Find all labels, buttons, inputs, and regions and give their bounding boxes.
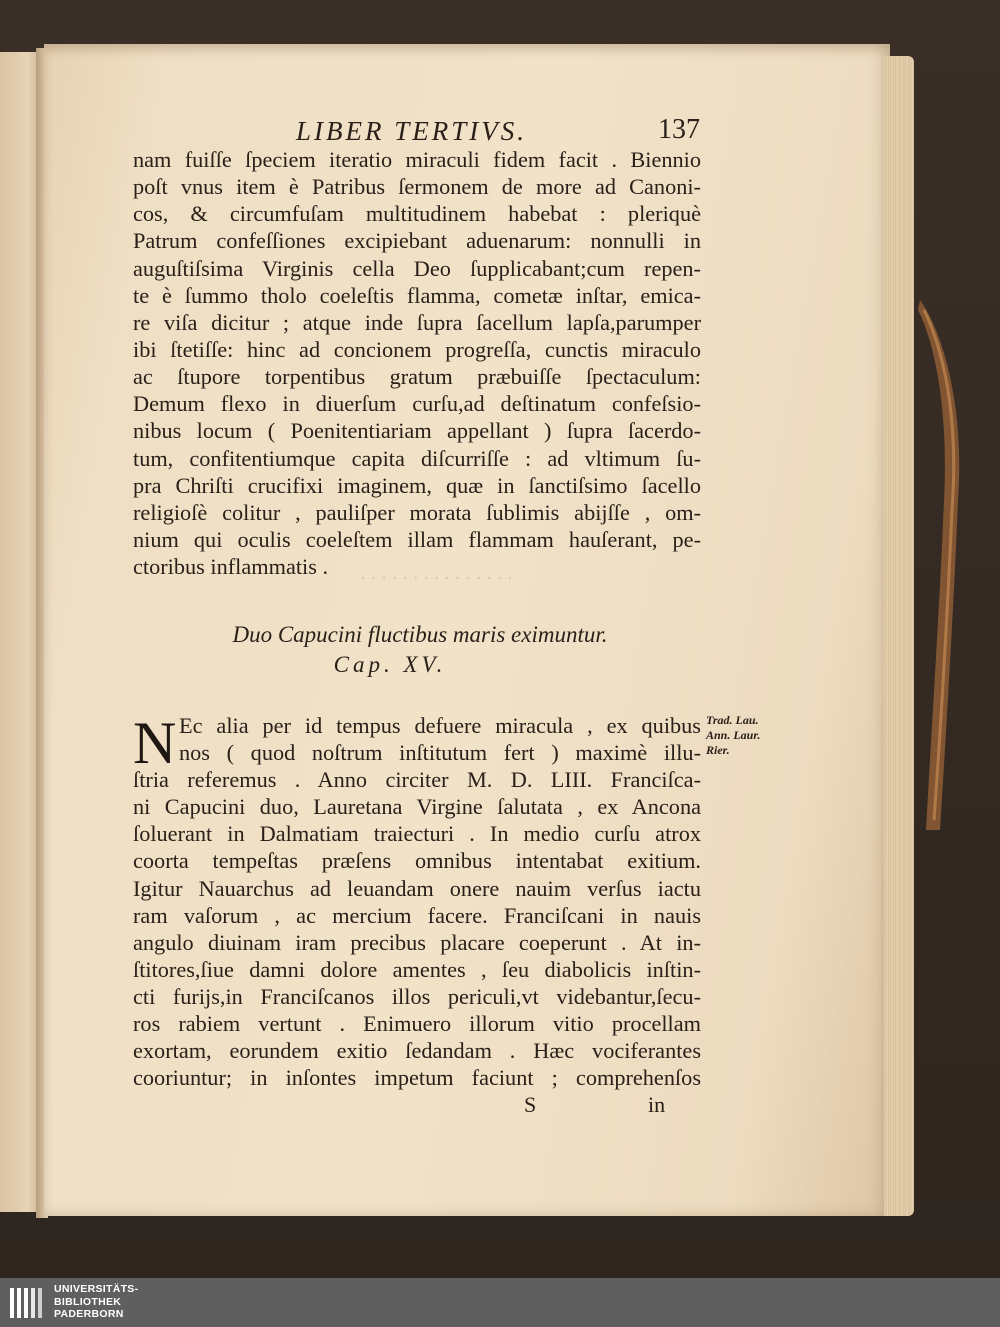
text-line: ctoribus inflammatis . (133, 554, 329, 580)
text-line: nium qui oculis coeleſtem illam flammam hauſerant, pe- (133, 526, 701, 552)
text-line: Demum flexo in diuerſum curſu,ad deſtinatum confeſsio- (133, 391, 701, 417)
page-header (290, 116, 700, 150)
text-line: poſt vnus item è Patribus ſermonem de more ad Canoni- (133, 174, 701, 200)
left-page-edge (0, 52, 40, 1212)
running-title: LIBER TERTIVS. (296, 116, 527, 146)
library-logo-icon (8, 1284, 48, 1322)
text-line: ros rabiem vertunt . Enimuero illorum vitio procellam (133, 1011, 701, 1037)
library-name-line: BIBLIOTHEK (54, 1295, 122, 1308)
library-name (54, 1283, 138, 1321)
margin-note-line: Rier. (706, 743, 730, 757)
signature-mark: S (524, 1092, 537, 1117)
library-name-line: PADERBORN (54, 1308, 124, 1320)
catchword: in (648, 1092, 666, 1117)
text-line: nibus locum ( Poenitentiariam appellant ) ſupra ſacerdo- (133, 418, 701, 444)
text-line: ſtria referemus . Anno circiter M. D. LIII. Franciſca- (133, 767, 701, 793)
paragraph-1 (133, 146, 701, 580)
text-line: nam fuiſſe ſpeciem iteratio miraculi fidem facit . Biennio (133, 147, 701, 172)
text-line: ibi ſtetiſſe: hinc ad concionem progreſſa, cunctis miraculo (133, 336, 701, 362)
drop-cap: N (133, 710, 177, 776)
text-line: ſtitores,ſiue damni dolore amentes , ſeu diabolicis inſtin- (133, 956, 701, 982)
paragraph-2 (133, 712, 701, 1091)
text-line: pra Chriſti crucifixi imaginem, quæ in ſanctiſsimo ſacello (133, 472, 701, 498)
text-line: cooriuntur; in inſontes impetum faciunt ; comprehenſos (133, 1065, 701, 1091)
bookmark-ribbon (918, 300, 964, 830)
page-block-edge (884, 56, 914, 1216)
margin-note-line: Trad. Lau. (706, 713, 759, 727)
chapter-number: Cap. XV. (333, 652, 447, 677)
margin-note (706, 713, 796, 758)
library-name-line: UNIVERSITÄTS- (54, 1283, 139, 1295)
text-line: angulo diuinam iram precibus placare coeperunt . At in- (133, 929, 701, 955)
margin-note-line: Ann. Laur. (706, 728, 761, 742)
text-line: nos ( quod noſtrum inſtitutum fert ) maximè illu- (179, 740, 701, 766)
text-line: Igitur Nauarchus ad leuandam onere nauim verſus iactu (133, 875, 701, 901)
text-line: ſoluerant in Dalmatiam traiecturi . In medio curſu atrox (133, 821, 701, 847)
text-line: exortam, eorundem exitio ſedandam . Hæc vociferantes (133, 1038, 701, 1064)
text-line: cos, & circumfuſam multitudinem habebat : pleriquè (133, 201, 701, 227)
text-line: auguſtiſsima Virginis cella Deo ſupplicabant;cum repen- (133, 255, 701, 281)
text-line: coorta tempeſtas præſens omnibus intentabat exitium. (133, 848, 701, 874)
text-line: Patrum confeſſiones excipiebant aduenarum: nonnulli in (133, 228, 701, 254)
text-line: cti furijs,in Franciſcanos illos periculi,vt videbantur,ſecu- (133, 983, 701, 1009)
text-line: ni Capucini duo, Lauretana Virgine ſalutata , ex Ancona (133, 794, 701, 820)
text-line: re viſa dicitur ; atque inde ſupra ſacellum lapſa,parumper (133, 309, 701, 335)
chapter-heading (140, 620, 700, 680)
page-number: 137 (658, 114, 700, 145)
text-line: ac ſtupore torpentibus gratum præbuiſſe ſpectaculum: (133, 364, 701, 390)
chapter-title: Duo Capucini fluctibus maris eximuntur. (232, 622, 608, 647)
text-line: tum, confitentiumque capita diſcurriſſe : ad vltimum ſu- (133, 445, 701, 471)
show-through-text: . . . . . . . . . . . . . . . (360, 560, 513, 584)
text-line: Ec alia per id tempus defuere miracula , ex quibus (179, 713, 701, 738)
text-line: ram vaſorum , ac mercium facere. Franciſcani in nauis (133, 902, 701, 928)
library-footer (0, 1278, 1000, 1327)
text-line: religioſè colitur , pauliſper morata ſublimis abijſſe , om- (133, 499, 701, 525)
ribbon-shape (918, 300, 964, 830)
text-line: te è ſummo tholo coeleſtis flamma, cometæ inſtar, emica- (133, 282, 701, 308)
